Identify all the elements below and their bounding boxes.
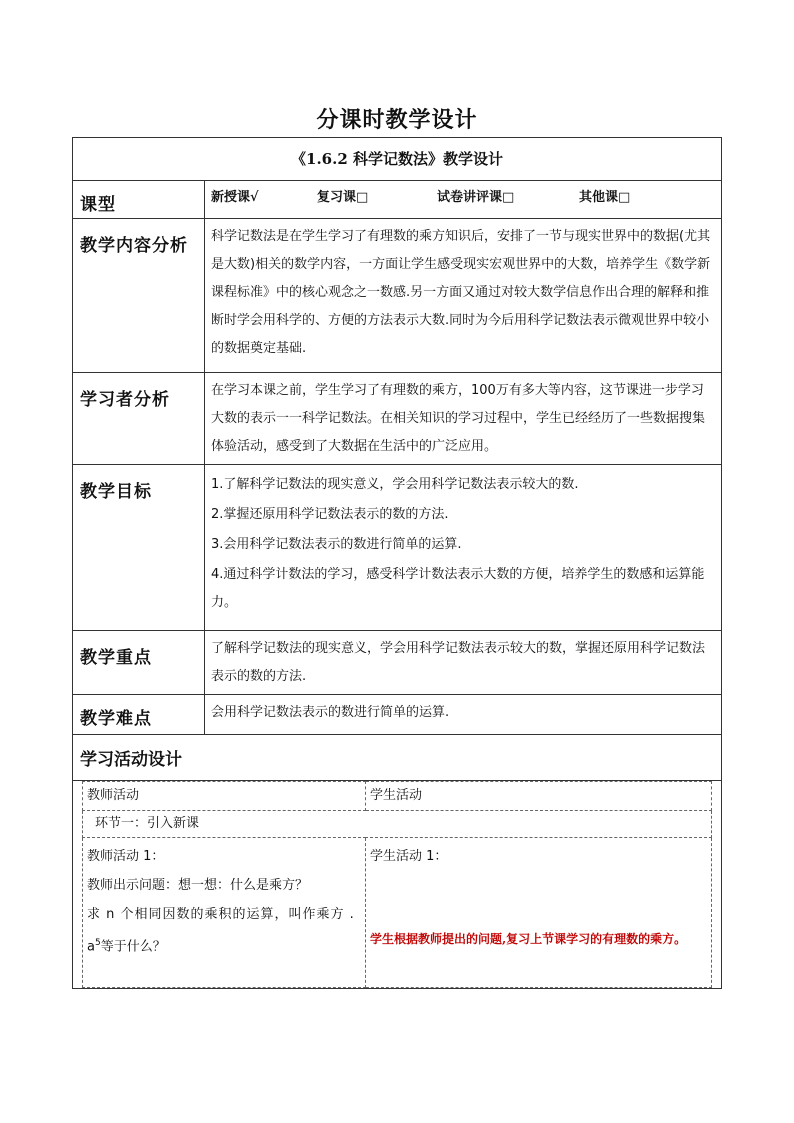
learner-analysis-label: 学习者分析 xyxy=(73,373,205,465)
activity-design-label: 学习活动设计 xyxy=(73,735,722,781)
option-review-lesson: 复习课□ xyxy=(317,190,369,205)
student-activity-text: 学生根据教师提出的问题,复习上节课学习的有理数的乘方。 xyxy=(370,932,687,946)
student-activity-title: 学生活动 1： xyxy=(370,849,448,864)
objectives-label: 教学目标 xyxy=(73,465,205,631)
key-points-text: 了解科学记数法的现实意义，学会用科学记数法表示较大的数，掌握还原用科学记数法表示的数的方法. xyxy=(205,631,722,695)
difficulties-text: 会用科学记数法表示的数进行简单的运算. xyxy=(205,695,722,735)
phase-title: 环节一：引入新课 xyxy=(83,811,712,838)
course-type-label: 课型 xyxy=(73,181,205,219)
option-exam-review-lesson: 试卷讲评课□ xyxy=(437,190,515,205)
objective-item: 1.了解科学记数法的现实意义，学会用科学记数法表示较大的数. xyxy=(211,477,579,492)
student-activity-header: 学生活动 xyxy=(366,782,712,811)
difficulties-label: 教学难点 xyxy=(73,695,205,735)
objective-item: 3.会用科学记数法表示的数进行简单的运算. xyxy=(211,537,462,552)
teacher-activity-question: 教师出示问题：想一想：什么是乘方？ xyxy=(87,878,309,893)
page-title: 分课时教学设计 xyxy=(316,107,478,133)
teacher-activity-header: 教师活动 xyxy=(83,782,366,811)
lesson-plan-table xyxy=(72,137,722,989)
power-base: a xyxy=(87,939,95,955)
teacher-activity-power-question xyxy=(87,929,361,961)
learner-analysis-text: 在学习本课之前，学生学习了有理数的乘方，100万有多大等内容，这节课进一步学习大数的表示一一科学记数法。在相关知识的学习过程中，学生已经经历了一些数据搜集体验活动，感受到了大数据在生活中的广泛应用。 xyxy=(205,373,722,465)
course-type-options xyxy=(205,181,722,219)
activity-design-area xyxy=(73,781,722,989)
content-analysis-label: 教学内容分析 xyxy=(73,219,205,373)
content-analysis-text: 科学记数法是在学生学习了有理数的乘方知识后，安排了一节与现实世界中的数据(尤其是大数)相关的数学内容，一方面让学生感受现实宏观世界中的大数，培养学生《数学新课程标准》中的核心观念之一数感.另一方面又通过对较大数学信息作出合理的解释和推断时学会用科学的、方便的方法表示大数.同时为今后用科学记数法表示微观世界中较小的数据奠定基础. xyxy=(205,219,722,373)
lesson-subtitle: 《1.6.2 科学记数法》教学设计 xyxy=(73,138,722,181)
option-new-lesson: 新授课√ xyxy=(211,190,259,205)
power-exponent: 5 xyxy=(94,938,101,948)
teacher-activity-definition: 求 n 个相同因数的乘积的运算，叫作乘方 . xyxy=(87,907,355,922)
teacher-activity-cell xyxy=(83,838,366,988)
student-activity-cell xyxy=(366,838,712,988)
activity-table xyxy=(82,781,712,988)
objectives-list xyxy=(205,465,722,631)
key-points-label: 教学重点 xyxy=(73,631,205,695)
power-question-text: 等于什么？ xyxy=(100,939,166,955)
objective-item: 2.掌握还原用科学记数法表示的数的方法. xyxy=(211,507,449,522)
option-other-lesson: 其他课□ xyxy=(579,190,631,205)
objective-item: 4.通过科学计数法的学习，感受科学计数法表示大数的方便，培养学生的数感和运算能力。 xyxy=(211,567,705,610)
teacher-activity-title: 教师活动 1： xyxy=(87,849,165,864)
